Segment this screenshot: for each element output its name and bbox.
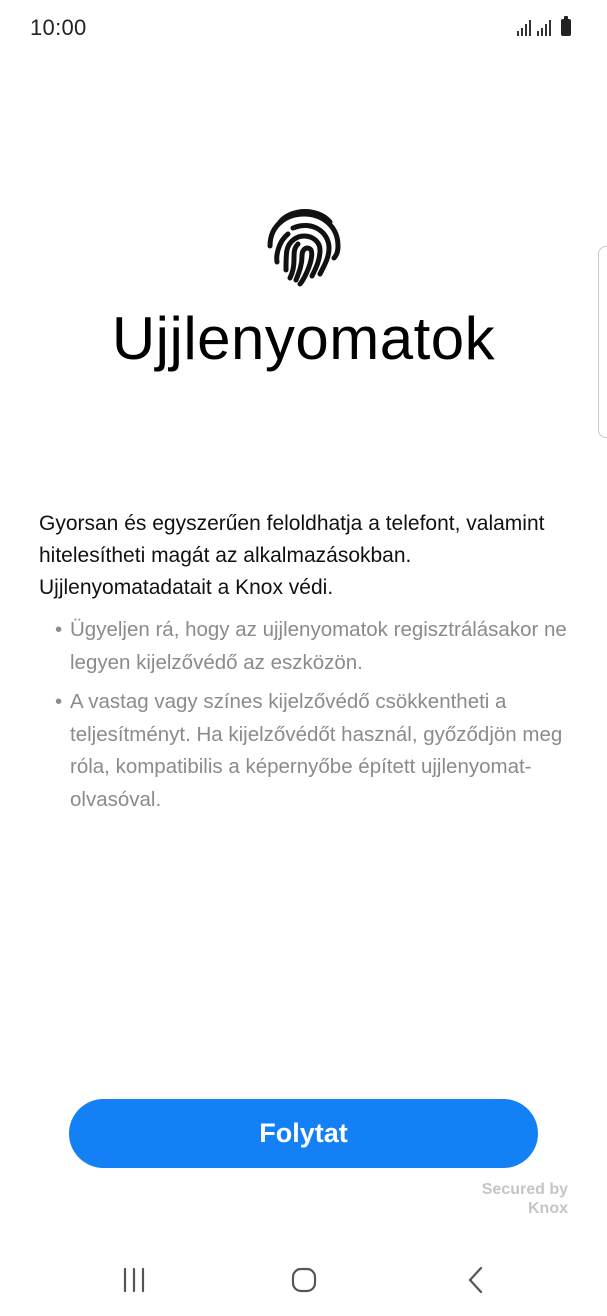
- signal-icon: [517, 18, 531, 36]
- navigation-bar: [0, 1250, 607, 1316]
- info-bullet-list: [55, 614, 575, 823]
- back-icon: [461, 1265, 491, 1295]
- home-icon: [289, 1265, 319, 1295]
- continue-button[interactable]: Folytat: [69, 1099, 538, 1168]
- bullet-text: A vastag vagy színes kijelzővédő csökkentheti a teljesítményt. Ha kijelzővédőt használ, győződjön meg róla, kompatibilis a képernyőbe épített ujjlenyomat-olvasóval.: [70, 690, 563, 811]
- secured-by-knox-label: [482, 1180, 568, 1218]
- bullet-marker: •: [55, 690, 63, 713]
- recents-button[interactable]: [104, 1250, 164, 1310]
- bullet-marker: •: [55, 618, 63, 641]
- status-bar: [0, 0, 607, 58]
- knox-text: Knox: [528, 1200, 568, 1217]
- recents-icon: [119, 1265, 149, 1295]
- status-time: 10:00: [30, 15, 87, 40]
- info-bullet: [55, 614, 575, 679]
- home-button[interactable]: [274, 1250, 334, 1310]
- fingerprint-icon: [262, 204, 346, 288]
- secured-by-text: Secured by: [481, 1181, 568, 1198]
- bullet-text: Ügyeljen rá, hogy az ujjlenyomatok regisztrálásakor ne legyen kijelzővédő az eszközön.: [70, 618, 567, 674]
- info-bullet: [55, 686, 575, 816]
- signal-icon: [537, 18, 551, 36]
- description-text: Gyorsan és egyszerűen feloldhatja a telefont, valamint hitelesítheti magát az alkalmazásokban. Ujjlenyomatadatait a Knox védi.: [39, 512, 545, 599]
- back-button[interactable]: [446, 1250, 506, 1310]
- page-title: Ujjlenyomatok: [111, 305, 496, 372]
- status-icons: [517, 18, 571, 36]
- battery-icon: [561, 19, 571, 36]
